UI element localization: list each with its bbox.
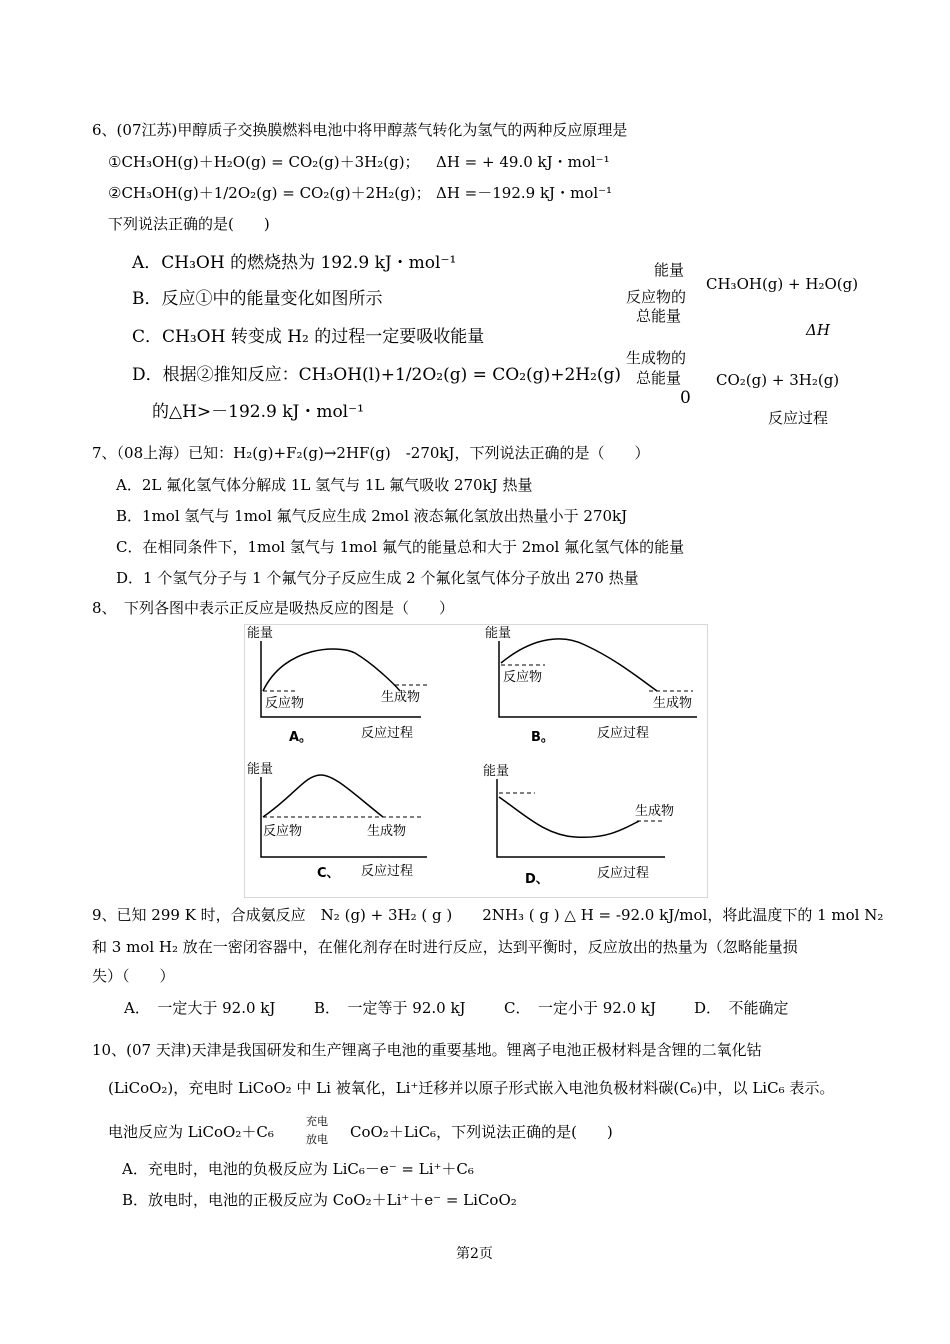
q6-diagram-dh-label: ΔH — [806, 321, 830, 339]
q6-diagram-product-formula: CO₂(g) + 3H₂(g) — [716, 371, 840, 389]
q6-diagram-xaxis-label: 反应过程 — [768, 409, 829, 427]
q6-diagram-product-label: 生成物的 — [626, 349, 687, 367]
q7-option-d: D．1 个氢气分子与 1 个氟气分子反应生成 2 个氟化氢气体分子放出 270 热量 — [116, 569, 639, 587]
q8-panel-b-reactant: 反应物 — [503, 670, 543, 685]
q10-line-3b: CoO₂＋LiC₆，下列说法正确的是( ) — [350, 1123, 613, 1141]
q8-panel-d — [483, 763, 674, 887]
q9-line-2: 和 3 mol H₂ 放在一密闭容器中，在催化剂存在时进行反应，达到平衡时，反应放出的热量为（忽略能量损 — [92, 938, 798, 956]
q8-panel-a-curve — [263, 649, 400, 691]
q7-stem: 7、（08上海）已知：H₂(g)+F₂(g)→2HF(g) -270kJ，下列说法正确的是（ ） — [92, 444, 650, 462]
q6-option-a: A．CH₃OH 的燃烧热为 192.9 kJ・mol⁻¹ — [132, 253, 457, 273]
q7-option-c: C．在相同条件下，1mol 氢气与 1mol 氟气的能量总和大于 2mol 氟化氢气体的能量 — [116, 538, 685, 556]
q6-diagram-reactant-label: 反应物的 — [626, 288, 687, 306]
q10-line-1: 10、(07 天津)天津是我国研发和生产锂离子电池的重要基地。锂离子电池正极材料是含锂的二氧化钴 — [92, 1041, 762, 1059]
q8-panel-b-xaxis: 反应过程 — [597, 726, 650, 741]
q6-option-d: D．根据②推知反应：CH₃OH(l)+1/2O₂(g) = CO₂(g)+2H₂(g) — [132, 365, 622, 385]
q8-panel-d-product: 生成物 — [635, 804, 675, 819]
q8-stem: 8、 下列各图中表示正反应是吸热反应的图是（ ） — [92, 599, 455, 617]
q6-ask: 下列说法正确的是( ) — [108, 215, 270, 233]
q10-line-3a: 电池反应为 LiCoO₂＋C₆ — [108, 1123, 274, 1141]
q6-diagram-energy-label: 能量 — [654, 261, 685, 279]
q9-option-a: A． 一定大于 92.0 kJ — [124, 999, 276, 1017]
q6-reaction-2: ②CH₃OH(g)＋1/2O₂(g) = CO₂(g)＋2H₂(g)； — [108, 184, 431, 202]
q9-option-d: D． 不能确定 — [694, 999, 789, 1017]
q8-panel-d-xaxis: 反应过程 — [597, 866, 650, 881]
q8-panel-a-xaxis: 反应过程 — [361, 726, 414, 741]
q8-panel-a-reactant: 反应物 — [265, 696, 305, 711]
q8-panel-a-product: 生成物 — [381, 690, 421, 705]
q7-option-b: B．1mol 氢气与 1mol 氟气反应生成 2mol 液态氟化氢放出热量小于 270kJ — [116, 507, 628, 525]
q9-line-1: 9、已知 299 K 时，合成氨反应 N₂ (g) + 3H₂ ( g ) 2NH₃ ( g ) △ H = -92.0 kJ/mol，将此温度下的 1 mol N₂ — [92, 906, 884, 924]
q6-diagram-reactant-formula: CH₃OH(g) + H₂O(g) — [706, 275, 859, 293]
q8-panel-c-product: 生成物 — [367, 824, 407, 839]
q9-line-3: 失）（ ） — [92, 967, 175, 985]
q8-panel-d-energy: 能量 — [483, 764, 510, 779]
q10-option-a: A．充电时，电池的负极反应为 LiC₆－e⁻ = Li⁺＋C₆ — [122, 1160, 474, 1178]
q7-option-a: A．2L 氟化氢气体分解成 1L 氢气与 1L 氟气吸收 270kJ 热量 — [116, 476, 533, 494]
q6-diagram-zero: 0 — [680, 388, 691, 408]
q8-panel-b-energy: 能量 — [485, 626, 512, 641]
q8-panel-c — [247, 761, 427, 881]
q10-option-b: B．放电时，电池的正极反应为 CoO₂＋Li⁺＋e⁻ = LiCoO₂ — [122, 1191, 517, 1209]
q6-reaction-1: ①CH₃OH(g)＋H₂O(g) = CO₂(g)＋3H₂(g)； — [108, 153, 420, 171]
q6-diagram-product-label-2: 总能量 — [636, 369, 682, 387]
q6-option-b: B．反应①中的能量变化如图所示 — [132, 289, 383, 309]
page-number: 第2页 — [456, 1246, 493, 1262]
q8-figure — [244, 624, 708, 898]
q8-panel-d-curve — [499, 797, 639, 837]
q6-stem: 6、(07江苏)甲醇质子交换膜燃料电池中将甲醇蒸气转化为氢气的两种反应原理是 — [92, 121, 628, 139]
q8-panel-b-product: 生成物 — [653, 696, 693, 711]
q6-reaction-1-dh: ΔH = + 49.0 kJ・mol⁻¹ — [436, 153, 610, 171]
q8-panel-c-energy: 能量 — [247, 762, 274, 777]
q9-option-b: B． 一定等于 92.0 kJ — [314, 999, 466, 1017]
q8-panel-a-letter: A。 — [289, 730, 313, 745]
q10-discharge-label: 放电 — [306, 1133, 328, 1146]
q8-panel-c-xaxis: 反应过程 — [361, 864, 414, 879]
q8-panel-a — [247, 625, 427, 745]
q8-panel-c-reactant: 反应物 — [263, 824, 303, 839]
q6-option-c: C．CH₃OH 转变成 H₂ 的过程一定要吸收能量 — [132, 327, 485, 347]
q6-diagram-reactant-label-2: 总能量 — [636, 307, 682, 325]
q9-option-c: C． 一定小于 92.0 kJ — [504, 999, 657, 1017]
q8-panel-b — [485, 625, 697, 745]
q8-panel-d-letter: D、 — [525, 872, 549, 887]
q8-figure-svg — [245, 625, 707, 897]
q8-panel-c-letter: C、 — [317, 866, 340, 881]
q10-charge-label: 充电 — [306, 1115, 328, 1128]
q6-option-d-cont: 的△H>－192.9 kJ・mol⁻¹ — [152, 402, 364, 422]
q8-panel-b-letter: B。 — [531, 730, 554, 745]
q8-panel-c-curve — [263, 775, 383, 817]
q8-panel-a-energy: 能量 — [247, 626, 274, 641]
q6-reaction-2-dh: ΔH =－192.9 kJ・mol⁻¹ — [436, 184, 613, 202]
q10-line-2: (LiCoO₂)，充电时 LiCoO₂ 中 Li 被氧化，Li⁺迁移并以原子形式嵌入电池负极材料碳(C₆)中，以 LiC₆ 表示。 — [108, 1079, 835, 1097]
